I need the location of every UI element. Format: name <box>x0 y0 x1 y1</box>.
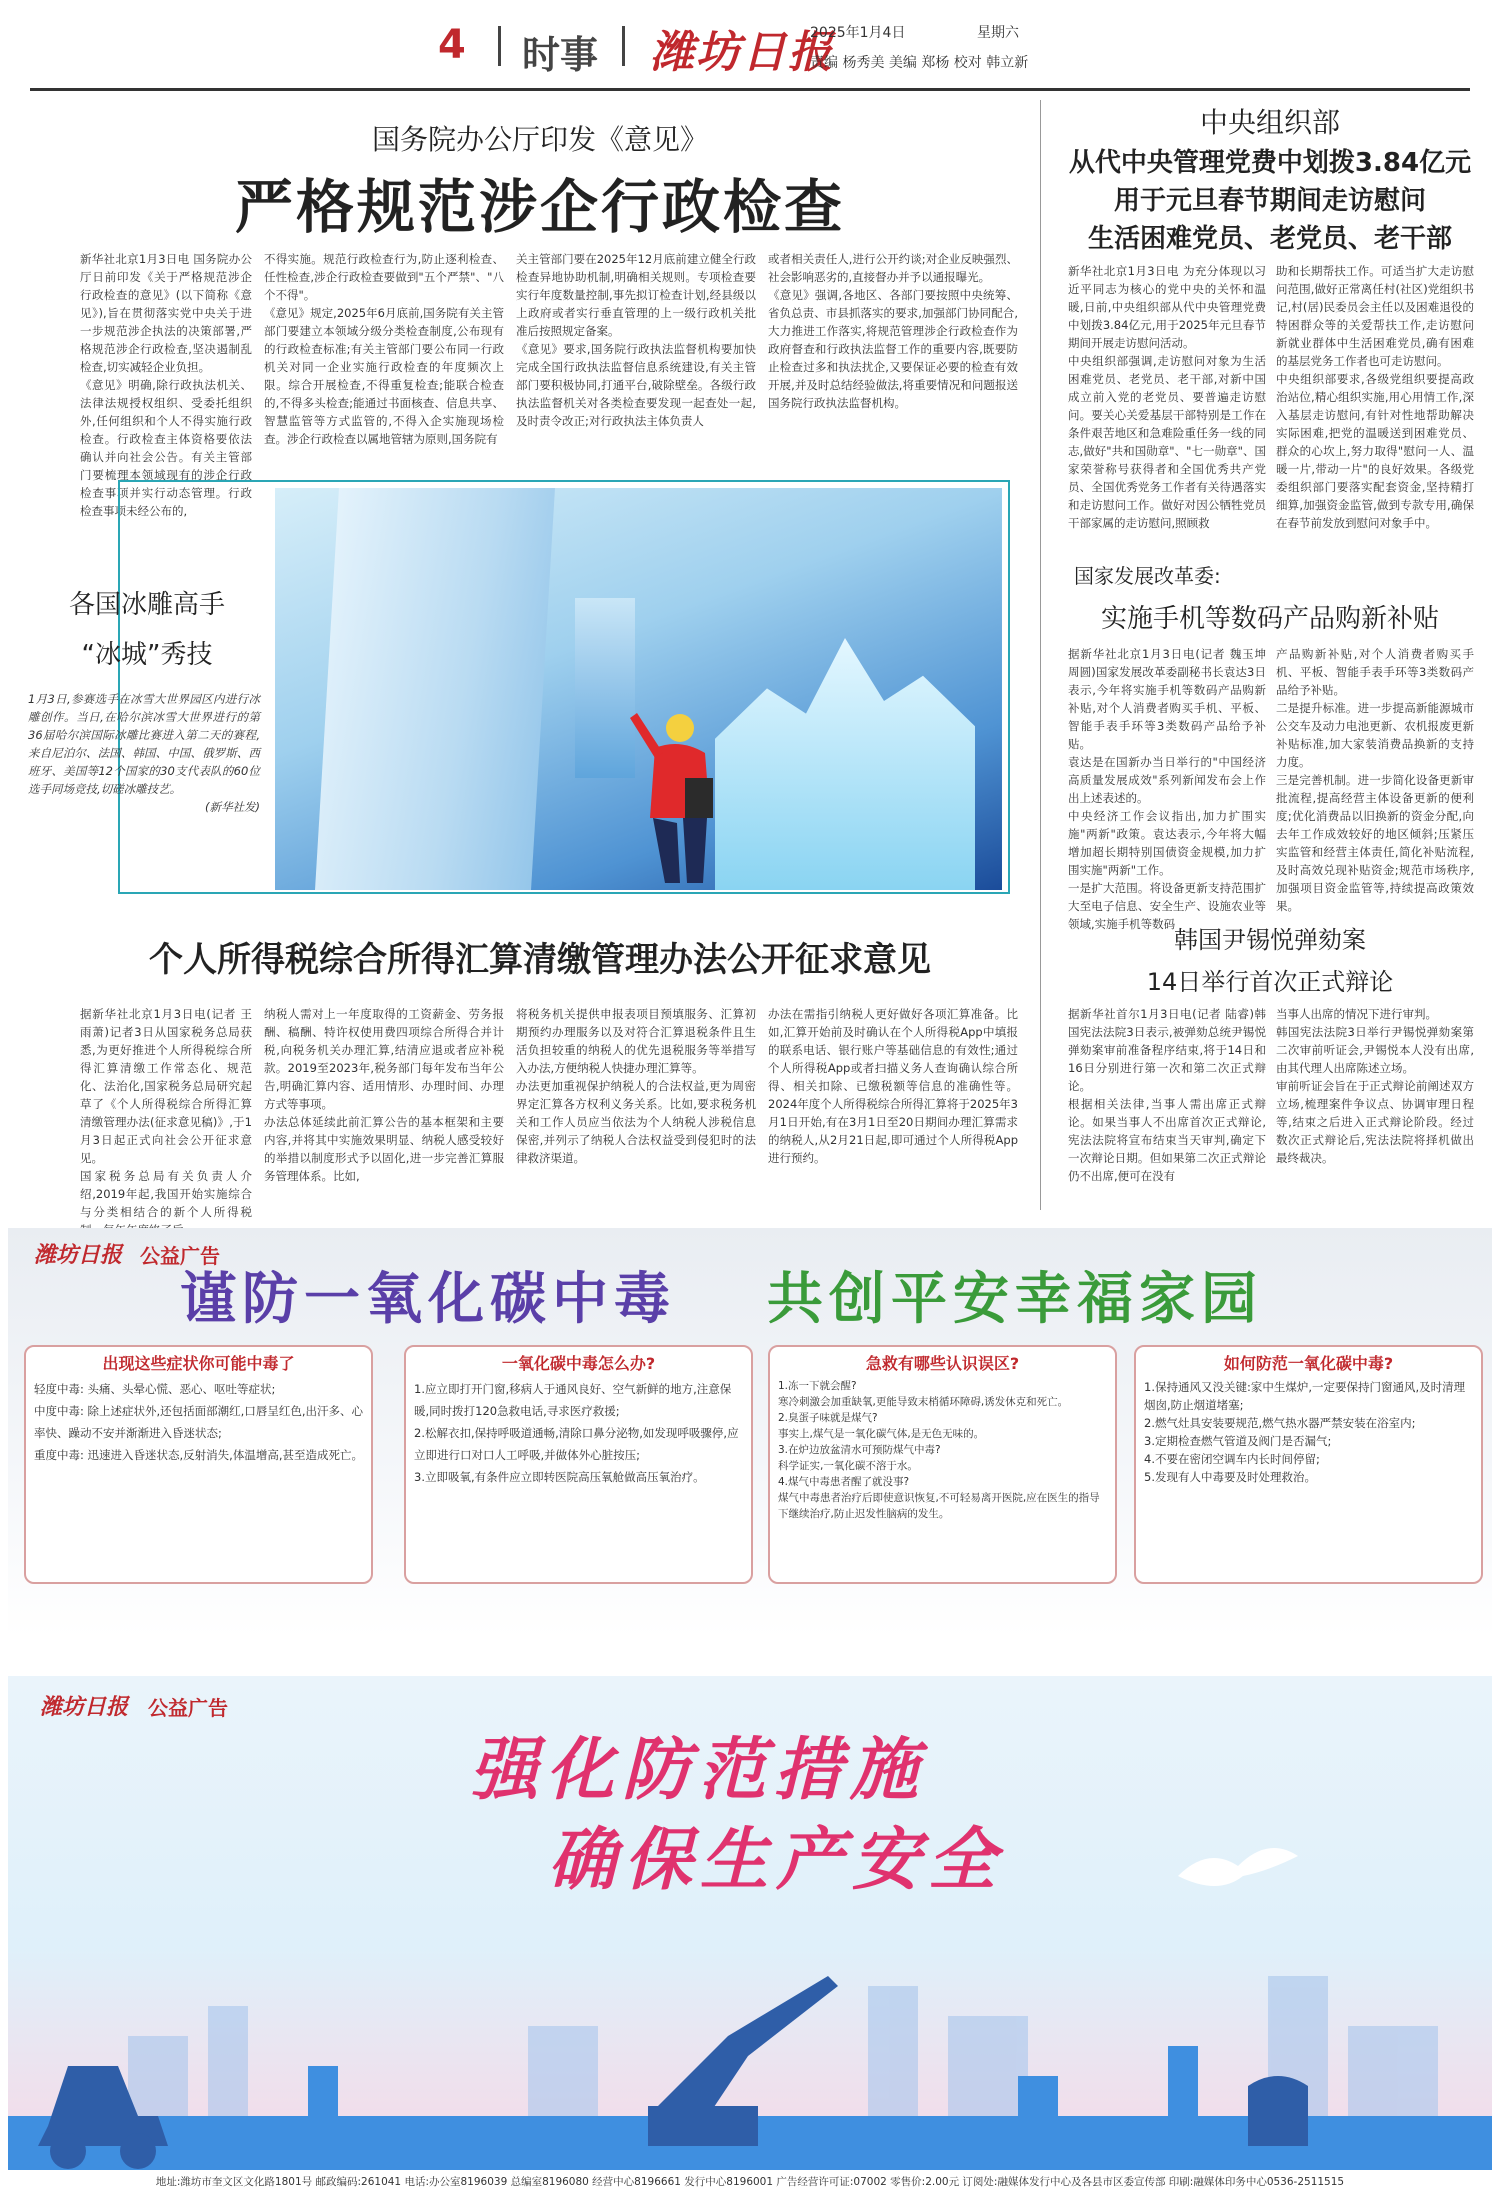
photo-feature-title <box>12 580 282 680</box>
tax-headline: 个人所得税综合所得汇算清缴管理办法公开征求意见 <box>149 940 931 980</box>
masthead-rule <box>30 88 1470 91</box>
ice-castle <box>715 638 975 890</box>
box-line: 寒冷刺激会加重缺氧,更能导致末梢循环障碍,诱发休克和死亡。 <box>778 1396 1069 1408</box>
box-line: 重度中毒: 迅速进入昏迷状态,反射消失,体温增高,甚至造成死亡。 <box>34 1448 363 1462</box>
ad1-slogan <box>180 1255 1263 1335</box>
ad2-slogan-2: 确保生产安全 <box>548 1820 1005 1900</box>
ice-sculpture-photo <box>275 488 1002 890</box>
ad1-box-prevention <box>1134 1345 1483 1584</box>
box-line: 轻度中毒: 头痛、头晕心慌、恶心、呕吐等症状; <box>34 1382 276 1396</box>
box-line: 3.立即吸氧,有条件应立即转医院高压氧舱做高压氧治疗。 <box>414 1470 705 1484</box>
masthead-divider <box>622 26 625 66</box>
masthead <box>0 0 1500 82</box>
lead-column-3: 关主管部门要在2025年12月底前建立健全行政检查异地协助机制,明确相关规则。专项检查要实行年度数量控制,事先拟订检查计划,经县级以上政府或者实行垂直管理的上一级行政机关批准后按照规定备案。 《意见》要求,国务院行政执法监督机构要加快完成全国行政执法监督信息系统建设,有关主管部门要积极协同,打通平台,破除壁垒。各级行政执法监督机关对各类检查要发现一起查处一起,及时责令改正;对行政执法主体负责人 <box>516 252 756 428</box>
sculptor-figure <box>625 698 735 888</box>
korea-column-2: 当事人出席的情况下进行审判。 韩国宪法法院3日举行尹锡悦弹劾案第二次审前听证会,尹锡悦本人没有出席,由其代理人出席陈述立场。 审前听证会旨在于正式辩论前阐述双方立场,梳理案件争议点、协调审理日程等,结束之后进入正式辩论阶段。经过数次正式辩论后,宪法法院将择机做出最终裁决。 <box>1276 1007 1474 1165</box>
right-headline-2: 用于元旦春节期间走访慰问 <box>1113 186 1426 216</box>
tax-column-1: 据新华社北京1月3日电(记者 王雨萧)记者3日从国家税务总局获悉,为更好推进个人所得税综合所得汇算清缴工作常态化、规范化、法治化,国家税务总局研究起草了《个人所得税综合所得汇算清缴管理办法(征求意见稿)》,于1月3日起正式向社会公开征求意见。 国家税务总局有关负责人介绍,2019年起,我国开始实施综合与分类相结合的新个人所得税 <box>80 1007 252 1219</box>
ndrc-kicker: 国家发展改革委: <box>1074 564 1221 588</box>
box-line: 2.臭蛋子味就是煤气? <box>778 1412 878 1424</box>
ad1-slogan-b: 共创平安幸福家园 <box>767 1267 1263 1332</box>
box-line: 1.应立即打开门窗,移病人于通风良好、空气新鲜的地方,注意保暖,同时拨打120急救电话,寻求医疗救援; <box>414 1382 732 1418</box>
city-skyline-illustration <box>8 1916 1492 2170</box>
box-line: 1.保持通风又没关键:家中生煤炉,一定要保持门窗通风,及时清理烟囱,防止烟道堵塞; <box>1144 1380 1466 1412</box>
ad1-box-response <box>404 1345 753 1584</box>
masthead-divider <box>498 26 501 66</box>
ad2-slogan-1: 强化防范措施 <box>470 1730 927 1810</box>
right-org: 中央组织部 <box>1199 106 1340 139</box>
issue-weekday: 星期六 <box>977 25 1019 41</box>
right-headline-3: 生活困难党员、老党员、老干部 <box>1087 224 1452 254</box>
ndrc-column-1: 据新华社北京1月3日电(记者 魏玉坤 周圆)国家发展改革委副秘书长袁达3日表示,今年将实施手机等数码产品购新补贴,对个人消费者购买手机、平板、智能手表手环等3类数码产品给予补贴。 袁达是在国新办当日举行的"中国经济高质量发展成效"系列新闻发布会上作出上述表述的。 中央经济工作会议指出,加力扩围实施"两新"政策。袁达表示,今年将大幅增加超长期特别国债资金规模,加力扩围实施"两新"工作。 一是扩大范围。将设备更新支持范围扩大至电子信息、安全生产、设施农业等领域,实施手机等数码 <box>1068 647 1266 931</box>
photo-caption <box>28 690 260 830</box>
ad1-box-symptoms <box>24 1345 373 1584</box>
tax-column-2: 纳税人需对上一年度取得的工资薪金、劳务报酬、稿酬、特许权使用费四项综合所得合并计税,向税务机关办理汇算,结清应退或者应补税款。2019至2023年,税务部门每年发布当年公告,明确汇算内容、适用情形、办理时间、办理方式等事项。 办法总体延续此前汇算公告的基本框架和主要内容,并将其中实施效果明显、纳税人感受较好的举措以制度形式予以固化,进一步完善汇算服务管理体系。比如, <box>264 1007 504 1183</box>
box-line: 3.定期检查燃气管道及阀门是否漏气; <box>1144 1434 1332 1448</box>
korea-headline-2: 14日举行首次正式辩论 <box>1146 968 1394 996</box>
box-line: 4.煤气中毒患者醒了就没事? <box>778 1476 910 1488</box>
tax-column-3: 将税务机关提供申报表项目预填服务、汇算初期预约办理服务以及对符合汇算退税条件且生活负担较重的纳税人的优先退税服务等举措写入办法,方便纳税人快捷办理汇算等。 办法更加重视保护纳税人的合法权益,更为周密界定汇算各方权利义务关系。比如,要求税务机关和工作人员应当依法为个人纳税人涉税信息保密,并列示了纳税人合法权益受到侵犯时的法律救济渠道。 <box>516 1007 756 1165</box>
ndrc-column-2: 产品购新补贴,对个人消费者购买手机、平板、智能手表手环等3类数码产品给予补贴。 二是提升标准。进一步提高新能源城市公交车及动力电池更新、农机报废更新补贴标准,加大家装消费品换新的支持力度。 三是完善机制。进一步简化设备更新审批流程,提高经营主体设备更新的便利度;优化消费品以旧换新的资金分配,向去年工作成效较好的地区倾斜;压紧压实监管和经营主体责任,简化补贴流程,及时高效兑现补贴资金;规范市场秩序,加强项目资金监管等,持续提高政策效果。 <box>1276 647 1474 913</box>
box-line: 3.在炉边放盆清水可预防煤气中毒? <box>778 1444 941 1456</box>
page-footer: 地址:潍坊市奎文区文化路1801号 邮政编码:261041 电话:办公室8196039 总编室8196080 经营中心8196661 发行中心8196001 广告经营许可证:07002 零售价:2.00元 订阅处:融媒体发行中心及各县市区委宣传部 印刷:融媒体印务中心0536-2511515 <box>155 2176 1345 2188</box>
ad1-box-myths <box>768 1345 1117 1584</box>
box-line: 事实上,煤气是一氧化碳气体,是无色无味的。 <box>778 1428 985 1440</box>
korea-headline-1: 韩国尹锡悦弹劾案 <box>1174 926 1366 954</box>
paper-logo: 潍坊日报 <box>650 27 834 78</box>
photo-credit: (新华社发) <box>205 800 260 814</box>
ad2-brand: 潍坊日报 <box>40 1694 129 1720</box>
issue-date: 2025年1月4日 <box>810 25 906 41</box>
tax-column-4: 办法在需指引纳税人更好做好各项汇算准备。比如,汇算开始前及时确认在个人所得税App中填报的联系电话、银行账户等基础信息的有效性;通过个人所得税App或者扫描义务人查询确认综合所得、相关扣除、已缴税额等信息的准确性等。2024年度个人所得税综合所得汇算将于2025年3月1日开始,有在3月1日至20日期间办理汇算需求的纳税人,从2月21日起,即可通过个人所得税App进行预约。 <box>768 1007 1018 1165</box>
box-line: 4.不要在密闭空调车内长时间停留; <box>1144 1452 1320 1466</box>
editors-credit: 责编 杨秀美 美编 郑杨 校对 韩立新 <box>810 55 1029 71</box>
ice-block <box>315 488 555 890</box>
box-line: 5.发现有人中毒要及时处理救治。 <box>1144 1470 1316 1484</box>
box-line: 2.燃气灶具安装要规范,燃气热水器严禁安装在浴室内; <box>1144 1416 1416 1430</box>
right-body-1: 新华社北京1月3日电 为充分体现以习近平同志为核心的党中央的关怀和温暖,日前,中央组织部从代中央管理党费中划拨3.84亿元,用于2025年元旦春节期间开展走访慰问活动。 中央组织部强调,走访慰问对象为生活困难党员、老党员、老干部,对新中国成立前入党的老党员、要普遍走访慰问。要关心关爱基层干部特别是工作在条件艰苦地区和急难险重任务一线的同志,做好"共和国勋章"、"七一勋章"、国家荣誉称号获得者和全国优秀共产党员、全国优秀党务工作者有关待遇落实和走访慰问工作。做好对因公牺牲党员干部家属的走访慰问,照顾救 <box>1068 264 1266 530</box>
lead-kicker: 国务院办公厅印发《意见》 <box>371 123 708 156</box>
box-title: 如何防范一氧化碳中毒? <box>1223 1354 1394 1373</box>
right-headline-1: 从代中央管理党费中划拨3.84亿元 <box>1068 148 1472 178</box>
photo-caption-text: 1月3日,参赛选手在冰雪大世界园区内进行冰雕创作。当日,在哈尔滨冰雪大世界进行的第36届哈尔滨国际冰雕比赛进入第二天的赛程,来自尼泊尔、法国、韩国、中国、俄罗斯、西班牙、美国等12个国家的30支代表队的60位选手同场竞技,切磋冰雕技艺。 <box>28 692 260 796</box>
section-title: 时事 <box>522 33 599 77</box>
column-divider <box>1040 100 1041 1210</box>
right-body-2: 助和长期帮扶工作。可适当扩大走访慰问范围,做好正常离任村(社区)党组织书记,村(居)民委员会主任以及困难退役的特困群众等的关爱帮扶工作,走访慰问新就业群体中生活困难党员,确有困难的基层党务工作者也可走访慰问。 中央组织部要求,各级党组织要提高政治站位,精心组织实施,用心用情工作,深入基层走访慰问,有针对性地帮助解决实际困难,把党的温暖送到困难党员、群众的心坎上,努力取得"慰问一人、温暖一片,带动一片"的良好效果。各级党委组织部门要落实配套资金,坚持精打细算,加强资金监管,做到专款专用,确保在春节前发放到慰问对象手中。 <box>1276 264 1474 530</box>
box-line: 中度中毒: 除上述症状外,还包括面部潮红,口唇呈红色,出汗多、心率快、躁动不安并渐渐进入昏迷状态; <box>34 1404 363 1440</box>
lead-column-1: 新华社北京1月3日电 国务院办公厅日前印发《关于严格规范涉企行政检查的意见》(以下简称《意见》),旨在贯彻落实党中央关于进一步规范涉企执法的决策部署,严格规范涉企行政检查,坚决遏制乱检查,切实减轻企业负担。 《意见》明确,除行政执法机关、法律法规授权组织、受委托组织外,任何组织和个人不得实施行政检查。行政检查主体资格要依法确认并向社会公告。有关主管部门要梳理本领域现有的涉企行政检查事项并实行动态管理。行政检查事项未经公布的, <box>80 252 252 518</box>
ad1-brand: 潍坊日报 <box>34 1242 123 1268</box>
box-title: 急救有哪些认识误区? <box>865 1354 1020 1373</box>
lead-column-2: 不得实施。规范行政检查行为,防止逐利检查、任性检查,涉企行政检查要做到"五个严禁"、"八个不得"。 《意见》规定,2025年6月底前,国务院有关主管部门要建立本领域分级分类检查制度,公布现有的行政检查标准;有关主管部门要公布同一行政机关对同一企业实施行政检查的年度频次上限。综合开展检查,不得重复检查;能联合检查的,不得多头检查;能通过书面核查、信息共享、智慧监管等方式监管的,不得入企实施现场检查。涉企行政检查以属地管辖为原则,国务院有 <box>264 252 504 446</box>
box-title: 一氧化碳中毒怎么办? <box>501 1354 656 1373</box>
box-line: 2.松解衣扣,保持呼吸道通畅,清除口鼻分泌物,如发现呼吸骤停,应立即进行口对口人工呼吸,并做体外心脏按压; <box>414 1426 739 1462</box>
box-line: 科学证实,一氧化碳不溶于水。 <box>778 1460 918 1472</box>
page-number: 4 <box>438 22 466 68</box>
lead-column-4: 或者相关责任人,进行公开约谈;对企业反映强烈、社会影响恶劣的,直接督办并予以通报曝光。 《意见》强调,各地区、各部门要按照中央统筹、省负总责、市县抓落实的要求,加强部门协同配合,大力推进工作落实,将规范管理涉企行政检查作为政府督查和行政执法监督工作的重要内容,既要防止检查过多和执法扰企,又要保证必要的检查有效开展,并及时总结经验做法,将重要情况和问题报送国务院行政执法监督机构。 <box>768 252 1018 410</box>
korea-column-1: 据新华社首尔1月3日电(记者 陆睿)韩国宪法法院3日表示,被弹劾总统尹锡悦弹劾案审前准备程序结束,将于14日和16日分别进行第一次和第二次正式辩论。 根据相关法律,当事人需出席正式辩论。如果当事人不出席首次正式辩论,宪法法院将宣布结束当天审判,确定下一次辩论日期。但如果第二次正式辩论仍不出席,便可在没有 <box>1068 1007 1266 1183</box>
box-line: 煤气中毒患者治疗后即使意识恢复,不可轻易离开医院,应在医生的指导下继续治疗,防止迟发性脑病的发生。 <box>778 1492 1100 1520</box>
ad1-tag: 公益广告 <box>140 1244 220 1268</box>
ad1-slogan-a: 谨防一氧化碳中毒 <box>180 1267 676 1332</box>
photo-title-line-2: “冰城”秀技 <box>81 640 213 670</box>
box-line: 1.冻一下就会醒? <box>778 1380 857 1392</box>
box-title: 出现这些症状你可能中毒了 <box>102 1354 295 1373</box>
ndrc-headline: 实施手机等数码产品购新补贴 <box>1100 604 1439 634</box>
ad2-tag: 公益广告 <box>148 1696 228 1720</box>
photo-title-line-1: 各国冰雕高手 <box>68 590 225 620</box>
lead-headline: 严格规范涉企行政检查 <box>234 173 845 241</box>
dove-icon <box>1158 1826 1338 1906</box>
